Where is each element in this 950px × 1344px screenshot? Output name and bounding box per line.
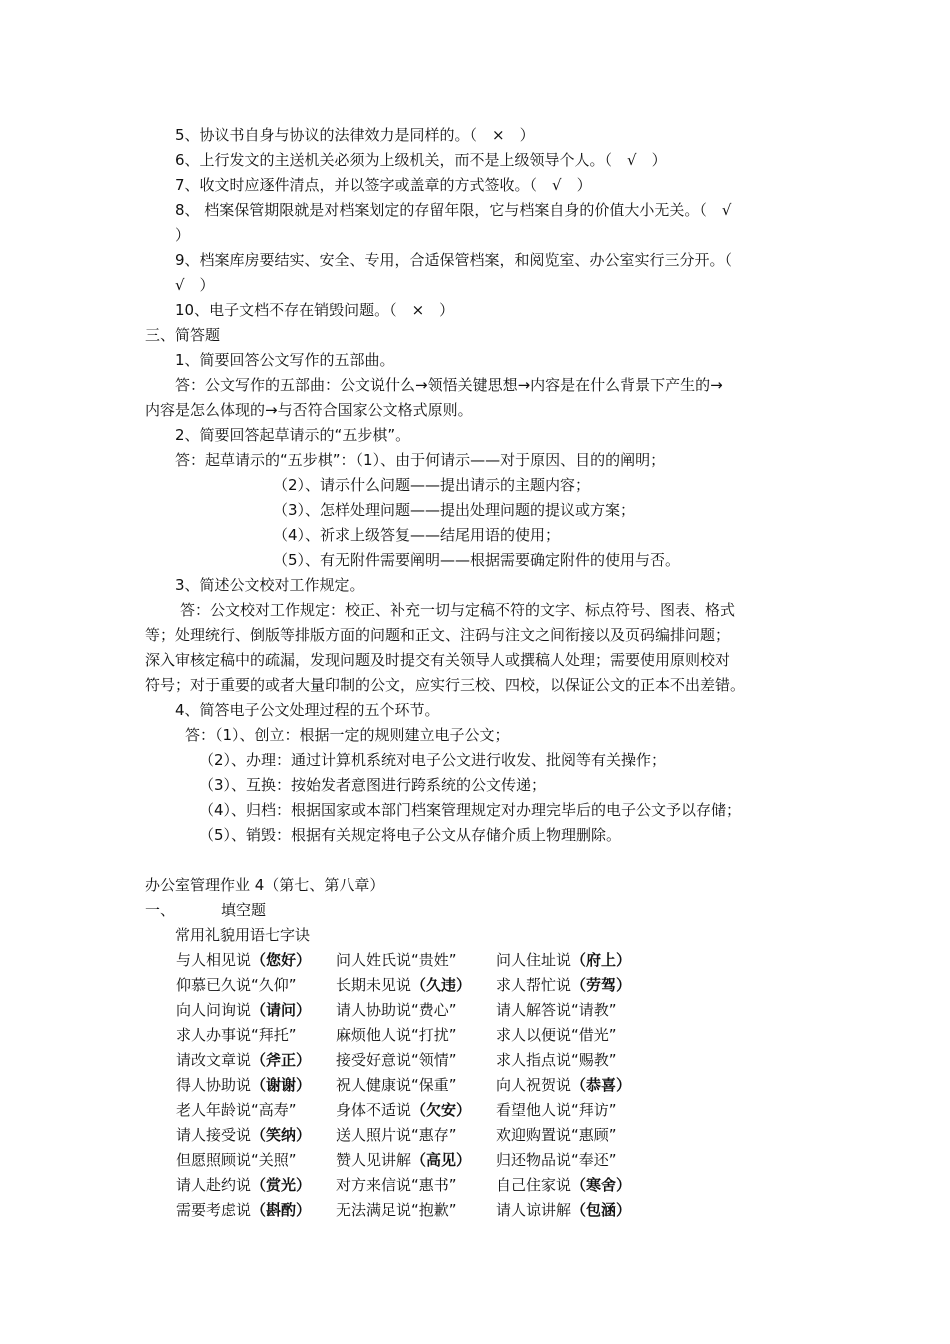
- section-1-title: 填空题: [221, 901, 267, 919]
- answer-3-line-4: 符号；对于重要的或者大量印制的公文，应实行三校、四校，以保证公文的正本不出差错。: [145, 676, 746, 694]
- etiquette-row: [176, 1023, 656, 1048]
- phrase-prompt: 看望他人说: [496, 1101, 572, 1119]
- phrase-answer: “抱歉”: [411, 1201, 457, 1219]
- phrase-prompt: 请人解答说: [496, 1001, 572, 1019]
- etiquette-phrase: [176, 1073, 336, 1098]
- answer-2-step-5: （5）、有无附件需要阐明——根据需要确定附件的使用与否。: [273, 551, 681, 569]
- phrase-answer: “久仰”: [251, 976, 297, 994]
- question-3: 3、简述公文校对工作规定。: [175, 576, 365, 594]
- phrase-answer: （劳驾）: [571, 976, 632, 994]
- phrase-prompt: 自己住家说: [496, 1176, 572, 1194]
- answer-4-step-1: 答：（1）、创立：根据一定的规则建立电子公文；: [185, 726, 510, 744]
- etiquette-phrase: [176, 1023, 336, 1048]
- etiquette-phrase: [496, 1048, 656, 1073]
- etiquette-phrase: [336, 1173, 496, 1198]
- etiquette-phrase: [176, 1173, 336, 1198]
- phrase-prompt: 需要考虑说: [176, 1201, 252, 1219]
- etiquette-phrase: [176, 1048, 336, 1073]
- etiquette-phrase: [176, 998, 336, 1023]
- etiquette-phrase: [176, 973, 336, 998]
- phrase-answer: （请问）: [251, 1001, 312, 1019]
- answer-3-line-2: 等；处理统行、倒版等排版方面的问题和正文、注码与注文之间衔接以及页码编排问题；: [145, 626, 731, 644]
- phrase-prompt: 与人相见说: [176, 951, 252, 969]
- phrase-prompt: 赞人见讲解: [336, 1151, 412, 1169]
- etiquette-row: [176, 1073, 656, 1098]
- phrase-answer: “打扰”: [411, 1026, 457, 1044]
- answer-2-step-4: （4）、祈求上级答复——结尾用语的使用；: [273, 526, 561, 544]
- phrase-answer: “惠顾”: [571, 1126, 617, 1144]
- etiquette-phrase: [176, 1098, 336, 1123]
- etiquette-phrase: [336, 1123, 496, 1148]
- phrase-answer: （欠安）: [411, 1101, 472, 1119]
- homework-4-title: 办公室管理作业 4（第七、第八章）: [145, 876, 385, 894]
- answer-2-step-3: （3）、怎样处理问题——提出处理问题的提议或方案；: [273, 501, 636, 519]
- etiquette-phrase: [176, 1148, 336, 1173]
- phrase-prompt: 问人姓氏说: [336, 951, 412, 969]
- phrase-prompt: 送人照片说: [336, 1126, 412, 1144]
- phrase-prompt: 求人帮忙说: [496, 976, 572, 994]
- etiquette-phrase: [336, 1048, 496, 1073]
- judgement-item-9: 9、档案库房要结实、安全、专用，合适保管档案，和阅览室、办公室实行三分开。（: [175, 251, 733, 269]
- etiquette-phrase: [176, 1198, 336, 1223]
- etiquette-phrase: [336, 948, 496, 973]
- etiquette-phrase: [336, 1198, 496, 1223]
- etiquette-phrase: [336, 1023, 496, 1048]
- answer-4-step-3: （3）、互换：按始发者意图进行跨系统的公文传递；: [199, 776, 547, 794]
- phrase-prompt: 求人指点说: [496, 1051, 572, 1069]
- etiquette-phrase: [176, 1123, 336, 1148]
- phrase-answer: （寒舍）: [571, 1176, 632, 1194]
- etiquette-phrase: [496, 973, 656, 998]
- phrase-prompt: 老人年龄说: [176, 1101, 252, 1119]
- etiquette-row: [176, 1173, 656, 1198]
- judgement-item-8-cont: ）: [175, 226, 191, 244]
- phrase-answer: “关照”: [251, 1151, 297, 1169]
- phrase-answer: （赏光）: [251, 1176, 312, 1194]
- etiquette-phrase: [496, 1198, 656, 1223]
- etiquette-phrase: [336, 1148, 496, 1173]
- phrase-answer: （包涵）: [571, 1201, 632, 1219]
- phrase-prompt: 无法满足说: [336, 1201, 412, 1219]
- phrase-prompt: 请人协助说: [336, 1001, 412, 1019]
- etiquette-row: [176, 1148, 656, 1173]
- phrase-prompt: 向人祝贺说: [496, 1076, 572, 1094]
- phrase-answer: （恭喜）: [571, 1076, 632, 1094]
- phrase-prompt: 欢迎购置说: [496, 1126, 572, 1144]
- etiquette-phrase: [336, 973, 496, 998]
- answer-3-line-1: 答：公文校对工作规定：校正、补充一切与定稿不符的文字、标点符号、图表、格式: [180, 601, 736, 619]
- etiquette-row: [176, 1123, 656, 1148]
- question-4: 4、简答电子公文处理过程的五个环节。: [175, 701, 440, 719]
- phrase-answer: （斟酌）: [251, 1201, 312, 1219]
- answer-1-line-2: 内容是怎么体现的→与否符合国家公文格式原则。: [145, 401, 473, 419]
- judgement-item-10: 10、电子文档不存在销毁问题。（ × ）: [175, 301, 455, 319]
- etiquette-subtitle: 常用礼貌用语七字诀: [175, 926, 311, 944]
- phrase-prompt: 求人以便说: [496, 1026, 572, 1044]
- judgement-item-8: 8、 档案保管期限就是对档案划定的存留年限，它与档案自身的价值大小无关。（ √: [175, 201, 732, 219]
- section-1-number: 一、: [145, 901, 176, 919]
- phrase-answer: “保重”: [411, 1076, 457, 1094]
- phrase-prompt: 长期未见说: [336, 976, 412, 994]
- phrase-answer: （久违）: [411, 976, 472, 994]
- phrase-answer: （斧正）: [251, 1051, 312, 1069]
- etiquette-row: [176, 1048, 656, 1073]
- section-3-heading: 三、简答题: [145, 326, 221, 344]
- answer-3-line-3: 深入审核定稿中的疏漏，发现问题及时提交有关领导人或撰稿人处理；需要使用原则校对: [145, 651, 731, 669]
- etiquette-phrase: [496, 1098, 656, 1123]
- phrase-answer: “拜访”: [571, 1101, 617, 1119]
- question-2: 2、简要回答起草请示的“五步棋”。: [175, 426, 411, 444]
- phrase-prompt: 请改文章说: [176, 1051, 252, 1069]
- answer-4-step-5: （5）、销毁：根据有关规定将电子公文从存储介质上物理删除。: [199, 826, 622, 844]
- phrase-prompt: 请人接受说: [176, 1126, 252, 1144]
- answer-4-step-4: （4）、归档：根据国家或本部门档案管理规定对办理完毕后的电子公文予以存储；: [199, 801, 742, 819]
- phrase-prompt: 请人赴约说: [176, 1176, 252, 1194]
- etiquette-phrase: [496, 998, 656, 1023]
- section-1-heading: [145, 898, 810, 923]
- answer-4-step-2: （2）、办理：通过计算机系统对电子公文进行收发、批阅等有关操作；: [199, 751, 667, 769]
- etiquette-phrase: [496, 948, 656, 973]
- phrase-prompt: 对方来信说: [336, 1176, 412, 1194]
- phrase-answer: “请教”: [571, 1001, 617, 1019]
- judgement-item-7: 7、收文时应逐件清点，并以签字或盖章的方式签收。（ √ ）: [175, 176, 592, 194]
- etiquette-phrase: [336, 1073, 496, 1098]
- phrase-answer: “费心”: [411, 1001, 457, 1019]
- etiquette-phrase: [176, 948, 336, 973]
- etiquette-phrase: [496, 1073, 656, 1098]
- etiquette-phrase: [336, 998, 496, 1023]
- phrase-answer: “领情”: [411, 1051, 457, 1069]
- answer-2-line-1: 答：起草请示的“五步棋”：（1）、由于何请示——对于原因、目的的阐明；: [175, 451, 666, 469]
- phrase-answer: （高见）: [411, 1151, 472, 1169]
- etiquette-row: [176, 1098, 656, 1123]
- etiquette-row: [176, 1198, 656, 1223]
- phrase-answer: （谢谢）: [251, 1076, 312, 1094]
- phrase-answer: “奉还”: [571, 1151, 617, 1169]
- etiquette-phrase: [496, 1148, 656, 1173]
- question-1: 1、简要回答公文写作的五部曲。: [175, 351, 395, 369]
- phrase-prompt: 请人谅讲解: [496, 1201, 572, 1219]
- phrase-prompt: 问人住址说: [496, 951, 572, 969]
- phrase-prompt: 得人协助说: [176, 1076, 252, 1094]
- etiquette-phrase: [496, 1123, 656, 1148]
- phrase-prompt: 归还物品说: [496, 1151, 572, 1169]
- phrase-answer: “赐教”: [571, 1051, 617, 1069]
- phrase-prompt: 麻烦他人说: [336, 1026, 412, 1044]
- phrase-answer: “惠存”: [411, 1126, 457, 1144]
- etiquette-phrase: [496, 1023, 656, 1048]
- answer-2-step-2: （2）、请示什么问题——提出请示的主题内容；: [273, 476, 591, 494]
- judgement-item-6: 6、上行发文的主送机关必须为上级机关，而不是上级领导个人。（ √ ）: [175, 151, 667, 169]
- phrase-prompt: 仰慕已久说: [176, 976, 252, 994]
- etiquette-phrase: [496, 1173, 656, 1198]
- etiquette-phrase: [336, 1098, 496, 1123]
- etiquette-row: [176, 998, 656, 1023]
- phrase-answer: “惠书”: [411, 1176, 457, 1194]
- phrase-prompt: 但愿照顾说: [176, 1151, 252, 1169]
- judgement-item-9-cont: √ ）: [175, 276, 215, 294]
- judgement-item-5: 5、协议书自身与协议的法律效力是同样的。（ × ）: [175, 126, 535, 144]
- phrase-answer: “贵姓”: [411, 951, 457, 969]
- answer-1-line-1: 答：公文写作的五部曲：公文说什么→领悟关键思想→内容是在什么背景下产生的→: [175, 376, 723, 394]
- phrase-prompt: 向人问询说: [176, 1001, 252, 1019]
- phrase-answer: （府上）: [571, 951, 632, 969]
- phrase-prompt: 祝人健康说: [336, 1076, 412, 1094]
- phrase-answer: “高寿”: [251, 1101, 297, 1119]
- phrase-prompt: 求人办事说: [176, 1026, 252, 1044]
- phrase-prompt: 接受好意说: [336, 1051, 412, 1069]
- etiquette-row: [176, 973, 656, 998]
- phrase-answer: “借光”: [571, 1026, 617, 1044]
- etiquette-row: [176, 948, 656, 973]
- phrase-answer: （您好）: [251, 951, 312, 969]
- phrase-prompt: 身体不适说: [336, 1101, 412, 1119]
- phrase-answer: （笑纳）: [251, 1126, 312, 1144]
- phrase-answer: “拜托”: [251, 1026, 297, 1044]
